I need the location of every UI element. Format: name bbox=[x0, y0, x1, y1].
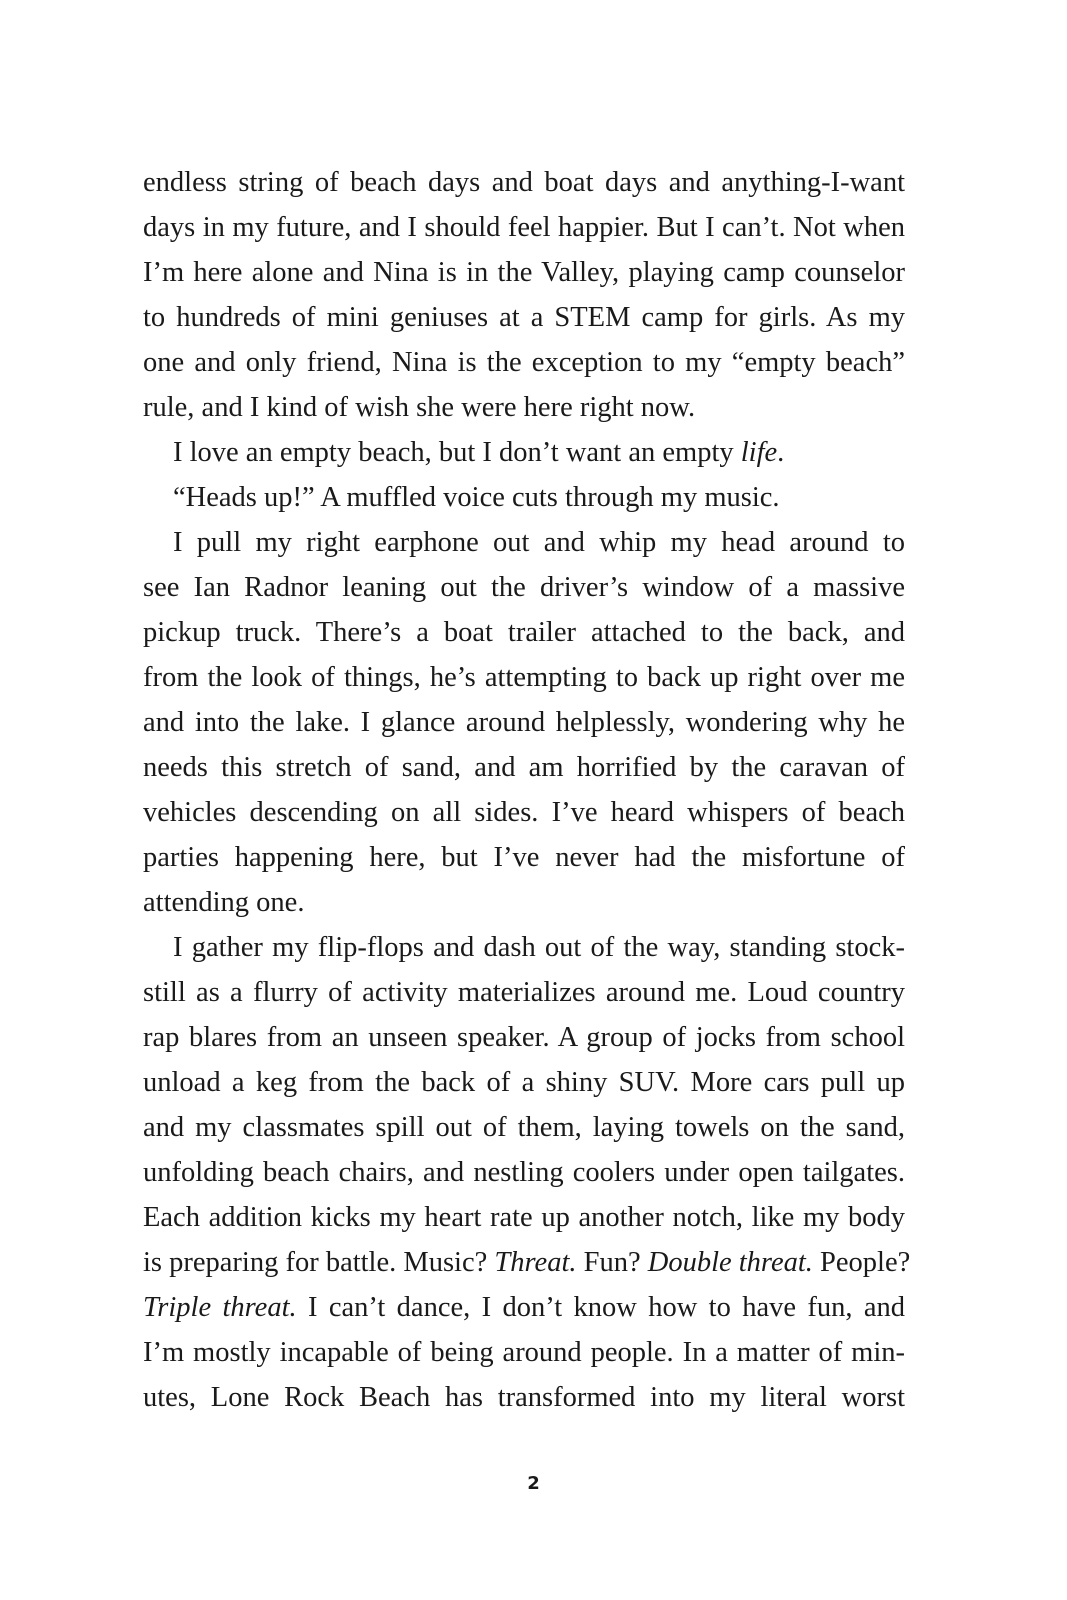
text-line bbox=[143, 1015, 905, 1060]
text-line bbox=[143, 160, 905, 205]
page-number: 2 bbox=[527, 1473, 540, 1494]
text-segment: days in my future, and I should feel happier. But I can’t. Not when bbox=[143, 212, 905, 243]
text-line bbox=[143, 385, 905, 430]
text-line bbox=[143, 205, 905, 250]
text-line bbox=[143, 250, 905, 295]
text-segment: “Heads up!” A muffled voice cuts through my music. bbox=[173, 482, 780, 513]
text-segment: I gather my flip-flops and dash out of the way, standing stock- bbox=[173, 932, 905, 963]
text-segment: . bbox=[777, 437, 785, 468]
text-line bbox=[143, 1330, 905, 1375]
text-line bbox=[143, 1240, 911, 1285]
text-line bbox=[143, 925, 905, 970]
text-segment: needs this stretch of sand, and am horrified by the caravan of bbox=[143, 752, 905, 783]
body-text bbox=[143, 160, 911, 1420]
text-line bbox=[143, 430, 905, 475]
text-segment: unfolding beach chairs, and nestling coolers under open tailgates. bbox=[143, 1157, 905, 1188]
text-line bbox=[143, 745, 905, 790]
text-line bbox=[143, 880, 905, 925]
text-line bbox=[143, 1060, 905, 1105]
text-segment: Fun? bbox=[576, 1247, 648, 1278]
text-line bbox=[143, 835, 905, 880]
text-line bbox=[143, 790, 905, 835]
italic-text: Threat. bbox=[494, 1247, 577, 1278]
text-line bbox=[143, 610, 905, 655]
text-line bbox=[143, 1285, 905, 1330]
text-segment: parties happening here, but I’ve never had the misfortune of bbox=[143, 842, 905, 873]
text-line bbox=[143, 700, 905, 745]
text-segment: vehicles descending on all sides. I’ve heard whispers of beach bbox=[143, 797, 905, 828]
text-segment: attending one. bbox=[143, 887, 305, 918]
text-line bbox=[143, 1150, 905, 1195]
text-segment: unload a keg from the back of a shiny SUV. More cars pull up bbox=[143, 1067, 905, 1098]
text-line bbox=[143, 655, 905, 700]
text-segment: I’m mostly incapable of being around people. In a matter of min- bbox=[143, 1337, 905, 1368]
italic-text: life bbox=[740, 437, 778, 468]
text-segment: Each addition kicks my heart rate up another notch, like my body bbox=[143, 1202, 905, 1233]
text-segment: I can’t dance, I don’t know how to have fun, and bbox=[296, 1292, 905, 1323]
italic-text: Triple threat. bbox=[143, 1292, 297, 1323]
text-segment: is preparing for battle. Music? bbox=[143, 1247, 495, 1278]
text-line bbox=[143, 1195, 905, 1240]
text-segment: and into the lake. I glance around helplessly, wondering why he bbox=[143, 707, 905, 738]
text-line bbox=[143, 1375, 905, 1420]
text-line bbox=[143, 970, 905, 1015]
text-line bbox=[143, 565, 905, 610]
text-line bbox=[143, 475, 905, 520]
text-segment: pickup truck. There’s a boat trailer attached to the back, and bbox=[143, 617, 905, 648]
text-segment: I pull my right earphone out and whip my head around to bbox=[173, 527, 905, 558]
text-segment: I love an empty beach, but I don’t want an empty bbox=[173, 437, 741, 468]
text-line bbox=[143, 520, 905, 565]
text-segment: from the look of things, he’s attempting to back up right over me bbox=[143, 662, 905, 693]
text-segment: rule, and I kind of wish she were here right now. bbox=[143, 392, 696, 423]
text-line bbox=[143, 1105, 905, 1150]
text-segment: and my classmates spill out of them, laying towels on the sand, bbox=[143, 1112, 905, 1143]
italic-text: Double threat. bbox=[647, 1247, 813, 1278]
text-segment: still as a flurry of activity materializes around me. Loud country bbox=[143, 977, 905, 1008]
text-segment: to hundreds of mini geniuses at a STEM camp for girls. As my bbox=[143, 302, 905, 333]
text-segment: People? bbox=[812, 1247, 911, 1278]
text-line bbox=[143, 340, 905, 385]
text-line bbox=[143, 295, 905, 340]
text-segment: see Ian Radnor leaning out the driver’s window of a massive bbox=[143, 572, 905, 603]
text-segment: rap blares from an unseen speaker. A group of jocks from school bbox=[143, 1022, 905, 1053]
text-segment: I’m here alone and Nina is in the Valley, playing camp counselor bbox=[143, 257, 905, 288]
text-segment: one and only friend, Nina is the exception to my “empty beach” bbox=[143, 347, 905, 378]
text-segment: utes, Lone Rock Beach has transformed into my literal worst bbox=[143, 1382, 905, 1413]
text-segment: endless string of beach days and boat days and anything-I-want bbox=[143, 167, 905, 198]
